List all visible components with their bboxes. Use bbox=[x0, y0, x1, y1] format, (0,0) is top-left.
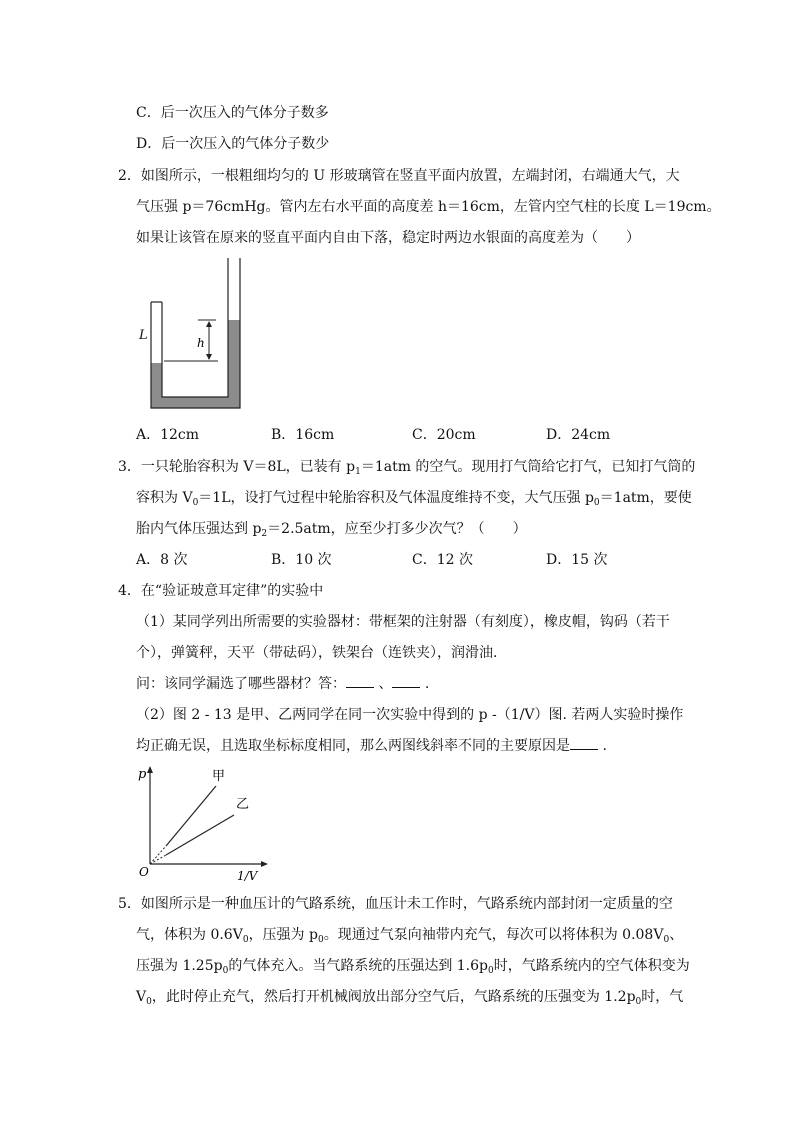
h-arrowhead-down bbox=[206, 354, 212, 360]
q2-stem-line3: 如果让该管在原来的竖直平面内自由下落，稳定时两边水银面的高度差为（ ） bbox=[136, 230, 640, 246]
q3-option-c: C．12 次 bbox=[412, 552, 473, 568]
q2-stem-line2: 气压强 p＝76cmHg。管内左右水平面的高度差 h＝16cm，左管内空气柱的长度 L＝19cm。 bbox=[136, 199, 721, 215]
q4-part2-line1: （2）图 2 - 13 是甲、乙两同学在同一次实验中得到的 p -（1/V）图. 若两人实验时操作 bbox=[136, 707, 684, 723]
q4-part2-line2: 均正确无误，且选取坐标标度相同，那么两图线斜率不同的主要原因是 . bbox=[136, 738, 607, 754]
q1-option-d: D．后一次压入的气体分子数少 bbox=[136, 136, 330, 152]
q5-stem-line1: 5．如图所示是一种血压计的气路系统，血压计未工作时，气路系统内部封闭一定质量的空 bbox=[118, 896, 673, 912]
mercury-fill bbox=[151, 320, 240, 408]
q1-option-c: C．后一次压入的气体分子数多 bbox=[136, 105, 329, 121]
q5-stem-line2: 气，体积为 $0.6V_0$，压强为 $p_0$。现通过气泵向袖带内充气，每次可以将体积为 $0.08V_0$、 bbox=[136, 927, 684, 945]
graph-y-label: p bbox=[138, 767, 147, 782]
graph-x-label: 1/V bbox=[237, 869, 258, 883]
series-yi-dashed bbox=[150, 855, 166, 864]
q4-part1-question: 问：该同学漏选了哪些器材？答： 、 . bbox=[136, 676, 430, 692]
q2-option-c: C．20cm bbox=[412, 427, 476, 443]
q3-stem-line3: 胎内气体压强达到 $p_2=2.5atm$，应至少打多少次气？（ ） bbox=[136, 521, 527, 539]
q2-stem-line1: 2．如图所示，一根粗细均匀的 U 形玻璃管在竖直平面内放置，左端封闭，右端通大气，大 bbox=[118, 168, 680, 184]
answer-blank-2[interactable] bbox=[392, 675, 420, 688]
series-yi-label: 乙 bbox=[236, 797, 250, 812]
series-jia-label: 甲 bbox=[212, 769, 226, 784]
series-jia-line bbox=[166, 786, 216, 846]
q2-option-b: B．16cm bbox=[271, 427, 335, 443]
h-arrowhead-up bbox=[206, 321, 212, 327]
y-axis-arrow bbox=[147, 766, 153, 773]
answer-blank-1[interactable] bbox=[346, 675, 374, 688]
fig-label-h: h bbox=[197, 336, 205, 350]
graph-origin-label: O bbox=[139, 865, 149, 879]
q4-part1-line1: （1）某同学列出所需要的实验器材：带框架的注射器（有刻度），橡皮帽，钩码（若干 bbox=[136, 614, 670, 630]
tube-outer bbox=[151, 258, 240, 408]
q3-option-b: B．10 次 bbox=[271, 552, 332, 568]
q2-option-d: D．24cm bbox=[546, 427, 611, 443]
q4-stem-line1: 4．在“验证玻意耳定律”的实验中 bbox=[118, 583, 324, 599]
fig-label-L: L bbox=[139, 328, 148, 343]
p-inverse-v-graph bbox=[136, 762, 276, 884]
q3-option-a: A．8 次 bbox=[136, 552, 188, 568]
q5-stem-line4: $V_0$，此时停止充气，然后打开机械阀放出部分空气后，气路系统的压强变为 $1.2p_0$时，气 bbox=[136, 989, 684, 1007]
x-axis-arrow bbox=[261, 861, 268, 867]
q3-stem-line1: 3．一只轮胎容积为 V＝8L，已装有 $p_1=1atm$ 的空气。现用打气筒给它打气，已知打气筒的 bbox=[118, 459, 696, 477]
q3-stem-line2: 容积为 $V_0=1L$，设打气过程中轮胎容积及气体温度维持不变，大气压强 $p_0=1atm$，要使 bbox=[136, 490, 692, 508]
q4-part1-line2: 个），弹簧秤，天平（带砝码），铁架台（连铁夹），润滑油. bbox=[136, 645, 498, 661]
q3-option-d: D．15 次 bbox=[546, 552, 608, 568]
tube-inner bbox=[162, 258, 228, 397]
q5-stem-line3: 压强为 $1.25p_0$的气体充入。当气路系统的压强达到 $1.6p_0$时，气路系统内的空气体积变为 bbox=[136, 958, 690, 976]
u-tube-figure bbox=[140, 255, 250, 415]
q2-option-a: A．12cm bbox=[136, 427, 200, 443]
series-yi-line bbox=[166, 815, 234, 855]
answer-blank-3[interactable] bbox=[570, 737, 598, 750]
series-jia-dashed bbox=[150, 846, 166, 864]
